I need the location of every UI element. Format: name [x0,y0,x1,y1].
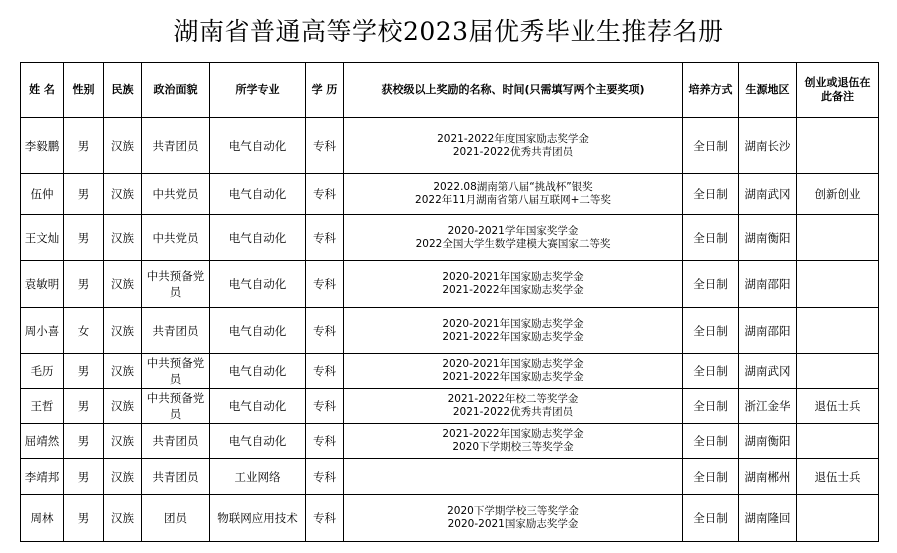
mode-cell: 全日制 [683,118,739,174]
origin-cell: 湖南武冈 [739,354,797,389]
gender-cell: 男 [64,354,104,389]
ethnicity-cell: 汉族 [104,424,142,459]
major-cell: 工业网络 [210,459,306,495]
political-cell: 共青团员 [142,459,210,495]
degree-cell: 专科 [306,118,344,174]
table-row [21,215,879,261]
origin-cell: 湖南长沙 [739,118,797,174]
degree-cell: 专科 [306,261,344,308]
name-cell: 李靖邦 [21,459,64,495]
awards-cell [344,308,683,354]
political-cell: 共青团员 [142,424,210,459]
award-line-1: 2022.08湖南第八届“挑战杯”银奖 [433,181,593,193]
gender-cell: 男 [64,174,104,215]
ethnicity-cell: 汉族 [104,495,142,542]
awards-cell [344,459,683,495]
major-cell: 电气自动化 [210,118,306,174]
ethnicity-cell: 汉族 [104,389,142,424]
gender-cell: 男 [64,495,104,542]
name-cell: 王哲 [21,389,64,424]
remarks-cell: 退伍士兵 [797,459,879,495]
degree-cell: 专科 [306,389,344,424]
award-line-1: 2021-2022年度国家励志奖学金 [437,132,589,145]
awards-cell [344,495,683,542]
award-line-2: 2020下学期校三等奖学金 [452,441,574,453]
award-line-1: 2021-2022年国家励志奖学金 [442,428,584,440]
ethnicity-cell: 汉族 [104,118,142,174]
gender-cell: 男 [64,261,104,308]
table-row [21,495,879,542]
awards-cell [344,174,683,215]
award-line-2: 2021-2022优秀共青团员 [452,406,574,418]
major-cell: 电气自动化 [210,354,306,389]
mode-cell: 全日制 [683,215,739,261]
name-cell: 伍仲 [21,174,64,215]
political-cell: 中共党员 [142,174,210,215]
name-cell: 屈靖然 [21,424,64,459]
remarks-cell: 退伍士兵 [797,389,879,424]
gender-cell: 男 [64,389,104,424]
origin-cell: 湖南隆回 [739,495,797,542]
ethnicity-cell: 汉族 [104,308,142,354]
major-cell: 电气自动化 [210,174,306,215]
award-line-1: 2020下学期学校三等奖学金 [447,505,579,517]
header-row [21,63,879,118]
origin-cell: 湖南衡阳 [739,215,797,261]
award-line-1: 2020-2021年国家励志奖学金 [442,271,584,283]
table-row [21,308,879,354]
col-header-major: 所学专业 [210,63,306,118]
name-cell: 周小喜 [21,308,64,354]
table-row [21,261,879,308]
remarks-cell [797,215,879,261]
degree-cell: 专科 [306,174,344,215]
awards-cell [344,354,683,389]
table-row [21,118,879,174]
gender-cell: 女 [64,308,104,354]
origin-cell: 湖南衡阳 [739,424,797,459]
award-line-1: 2020-2021年国家励志奖学金 [442,317,584,330]
degree-cell: 专科 [306,354,344,389]
degree-cell: 专科 [306,424,344,459]
origin-cell: 浙江金华 [739,389,797,424]
name-cell: 毛历 [21,354,64,389]
remarks-cell: 创新创业 [797,174,879,215]
political-cell: 共青团员 [142,118,210,174]
col-header-remarks [797,63,879,118]
remarks-header-line1: 创业或退伍在 [804,76,871,89]
gender-cell: 男 [64,424,104,459]
mode-cell: 全日制 [683,261,739,308]
degree-cell: 专科 [306,495,344,542]
awards-cell [344,261,683,308]
gender-cell: 男 [64,215,104,261]
ethnicity-cell: 汉族 [104,354,142,389]
award-line-1: 2020-2021学年国家奖学金 [447,224,579,237]
political-cell: 团员 [142,495,210,542]
political-cell: 中共预备党员 [142,261,210,308]
gender-cell: 男 [64,118,104,174]
major-cell: 电气自动化 [210,215,306,261]
mode-cell: 全日制 [683,424,739,459]
mode-cell: 全日制 [683,459,739,495]
col-header-political: 政治面貌 [142,63,210,118]
degree-cell: 专科 [306,308,344,354]
origin-cell: 湖南邵阳 [739,261,797,308]
mode-cell: 全日制 [683,174,739,215]
award-line-1: 2021-2022年校二等奖学金 [447,393,579,405]
ethnicity-cell: 汉族 [104,261,142,308]
ethnicity-cell: 汉族 [104,215,142,261]
origin-cell: 湖南武冈 [739,174,797,215]
award-line-2: 2021-2022优秀共青团员 [452,145,574,158]
degree-cell: 专科 [306,215,344,261]
table-row [21,389,879,424]
name-cell: 袁敏明 [21,261,64,308]
table-row [21,354,879,389]
col-header-mode: 培养方式 [683,63,739,118]
remarks-header-line2: 此备注 [821,90,854,103]
mode-cell: 全日制 [683,308,739,354]
col-header-gender: 性别 [64,63,104,118]
col-header-ethnicity: 民族 [104,63,142,118]
degree-cell: 专科 [306,459,344,495]
political-cell: 中共预备党员 [142,354,210,389]
table-row [21,459,879,495]
name-cell: 李毅鹏 [21,118,64,174]
name-cell: 王文灿 [21,215,64,261]
origin-cell: 湖南郴州 [739,459,797,495]
remarks-cell [797,308,879,354]
award-line-2: 2021-2022年国家励志奖学金 [442,330,584,343]
graduates-table [20,62,879,542]
awards-cell [344,215,683,261]
awards-cell [344,389,683,424]
award-line-2: 2022全国大学生数学建模大赛国家二等奖 [415,237,611,250]
table-row [21,174,879,215]
political-cell: 中共预备党员 [142,389,210,424]
page-title: 湖南省普通高等学校2023届优秀毕业生推荐名册 [173,17,724,46]
major-cell: 电气自动化 [210,261,306,308]
ethnicity-cell: 汉族 [104,174,142,215]
remarks-cell [797,495,879,542]
remarks-cell [797,424,879,459]
mode-cell: 全日制 [683,389,739,424]
gender-cell: 男 [64,459,104,495]
name-cell: 周林 [21,495,64,542]
award-line-1: 2020-2021年国家励志奖学金 [442,358,584,370]
origin-cell: 湖南邵阳 [739,308,797,354]
remarks-cell [797,118,879,174]
award-line-2: 2022年11月湖南省第八届互联网+二等奖 [415,194,611,206]
col-header-origin: 生源地区 [739,63,797,118]
major-cell: 电气自动化 [210,308,306,354]
col-header-degree: 学 历 [306,63,344,118]
remarks-cell [797,261,879,308]
table-row [21,424,879,459]
awards-cell [344,424,683,459]
ethnicity-cell: 汉族 [104,459,142,495]
political-cell: 共青团员 [142,308,210,354]
col-header-name: 姓 名 [21,63,64,118]
remarks-cell [797,354,879,389]
mode-cell: 全日制 [683,354,739,389]
award-line-2: 2020-2021国家励志奖学金 [447,518,579,530]
award-line-2: 2021-2022年国家励志奖学金 [442,284,584,296]
major-cell: 物联网应用技术 [210,495,306,542]
mode-cell: 全日制 [683,495,739,542]
awards-cell [344,118,683,174]
political-cell: 中共党员 [142,215,210,261]
major-cell: 电气自动化 [210,424,306,459]
col-header-awards: 获校级以上奖励的名称、时间(只需填写两个主要奖项) [344,63,683,118]
major-cell: 电气自动化 [210,389,306,424]
award-line-2: 2021-2022年国家励志奖学金 [442,371,584,383]
